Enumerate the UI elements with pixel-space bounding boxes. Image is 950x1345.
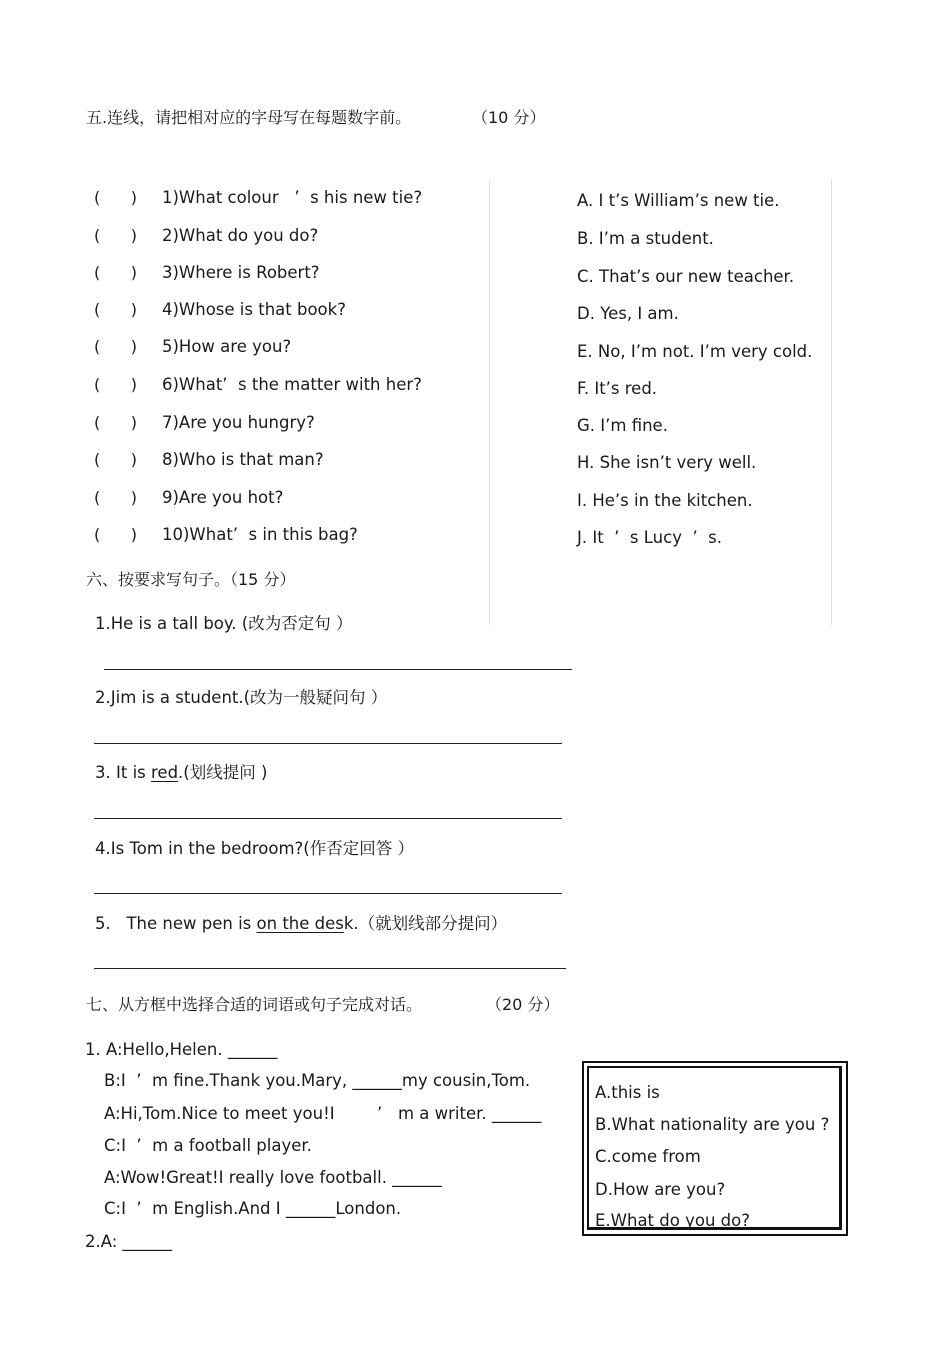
rewrite-item-1: 1.He is a tall boy. (改为否定句 ） [95,614,353,633]
answer-blank[interactable]: ( ) [94,525,137,544]
question-item: 8)Who is that man? [162,450,324,469]
answer-option: I. He’s in the kitchen. [577,491,753,510]
rewrite-item-3-instruction: .(划线提问 ) [178,763,268,782]
answer-blank[interactable]: ( ) [94,300,137,319]
question-item: 3)Where is Robert? [162,263,320,282]
answer-blank[interactable]: ( ) [94,263,137,282]
rewrite-item-3 [95,765,267,782]
option-item: A.this is [595,1083,660,1102]
dialog-line: A:Wow!Great!I really love football. ______ [104,1168,442,1187]
option-item: B.What nationality are you ? [595,1115,830,1134]
answer-line-3[interactable] [94,818,562,819]
underlined-word: red [151,763,179,782]
dialog-line: A:Hi,Tom.Nice to meet you!I [104,1104,335,1123]
question-item: 10)What’ s in this bag? [162,525,358,544]
answer-blank[interactable]: ( ) [94,188,137,207]
rewrite-item-4: 4.Is Tom in the bedroom?(作否定回答 ） [95,839,414,858]
answer-line-5[interactable] [94,968,566,969]
answer-option: B. I’m a student. [577,229,714,248]
answer-line-4[interactable] [94,893,562,894]
rewrite-item-5-instruction: k.（就划线部分提问） [343,914,508,933]
answer-blank[interactable]: ( ) [94,450,137,469]
section7-score: （20 分） [486,995,560,1014]
column-divider-left [489,180,490,625]
question-item: 9)Are you hot? [162,488,284,507]
answer-blank[interactable]: ( ) [94,337,137,356]
answer-option: H. She isn’t very well. [577,453,757,472]
answer-option: D. Yes, I am. [577,304,679,323]
dialog-line: 1. A:Hello,Helen. ______ [85,1040,278,1059]
dialog-line: C:I ’ m a football player. [104,1136,312,1155]
rewrite-item-2: 2.Jim is a student.(改为一般疑问句 ） [95,688,388,707]
question-item: 7)Are you hungry? [162,413,315,432]
column-divider-right [831,180,832,625]
question-item: 2)What do you do? [162,226,319,245]
answer-line-1[interactable] [104,669,572,670]
dialog-line: B:I ’ m fine.Thank you.Mary, ______my cousin,Tom. [104,1071,531,1090]
option-item: D.How are you? [595,1180,726,1199]
section5-title: 五.连线，请把相对应的字母写在每题数字前。 [86,108,412,127]
answer-option: G. I’m fine. [577,416,668,435]
answer-blank[interactable]: ( ) [94,488,137,507]
question-item: 5)How are you? [162,337,292,356]
section5-score: （10 分） [472,108,546,127]
section6-title: 六、按要求写句子。（15 分） [86,570,296,589]
option-item: E.What do you do? [595,1211,750,1230]
answer-option: J. It ’ s Lucy ’ s. [577,528,723,547]
option-item: C.come from [595,1147,701,1166]
question-item: 4)Whose is that book? [162,300,346,319]
dialog-line: 2.A: ______ [85,1232,173,1251]
answer-option: C. That’s our new teacher. [577,267,795,286]
rewrite-item-5-text: 5. The new pen is [95,914,257,933]
question-item: 1)What colour ’ s his new tie? [162,188,423,207]
rewrite-item-3-text: 3. It is [95,763,151,782]
dialog-line: C:I ’ m English.And I ______London. [104,1199,402,1218]
answer-option: F. It’s red. [577,379,658,398]
answer-blank[interactable]: ( ) [94,413,137,432]
rewrite-item-5 [95,916,507,933]
question-item: 6)What’ s the matter with her? [162,375,422,394]
dialog-line: ’ m a writer. ______ [377,1104,542,1123]
underlined-phrase: on the des [256,914,344,933]
answer-line-2[interactable] [94,743,562,744]
answer-option: A. I t’s William’s new tie. [577,191,780,210]
answer-option: E. No, I’m not. I’m very cold. [577,342,813,361]
answer-blank[interactable]: ( ) [94,375,137,394]
answer-blank[interactable]: ( ) [94,226,137,245]
section7-title: 七、从方框中选择合适的词语或句子完成对话。 [86,995,423,1014]
